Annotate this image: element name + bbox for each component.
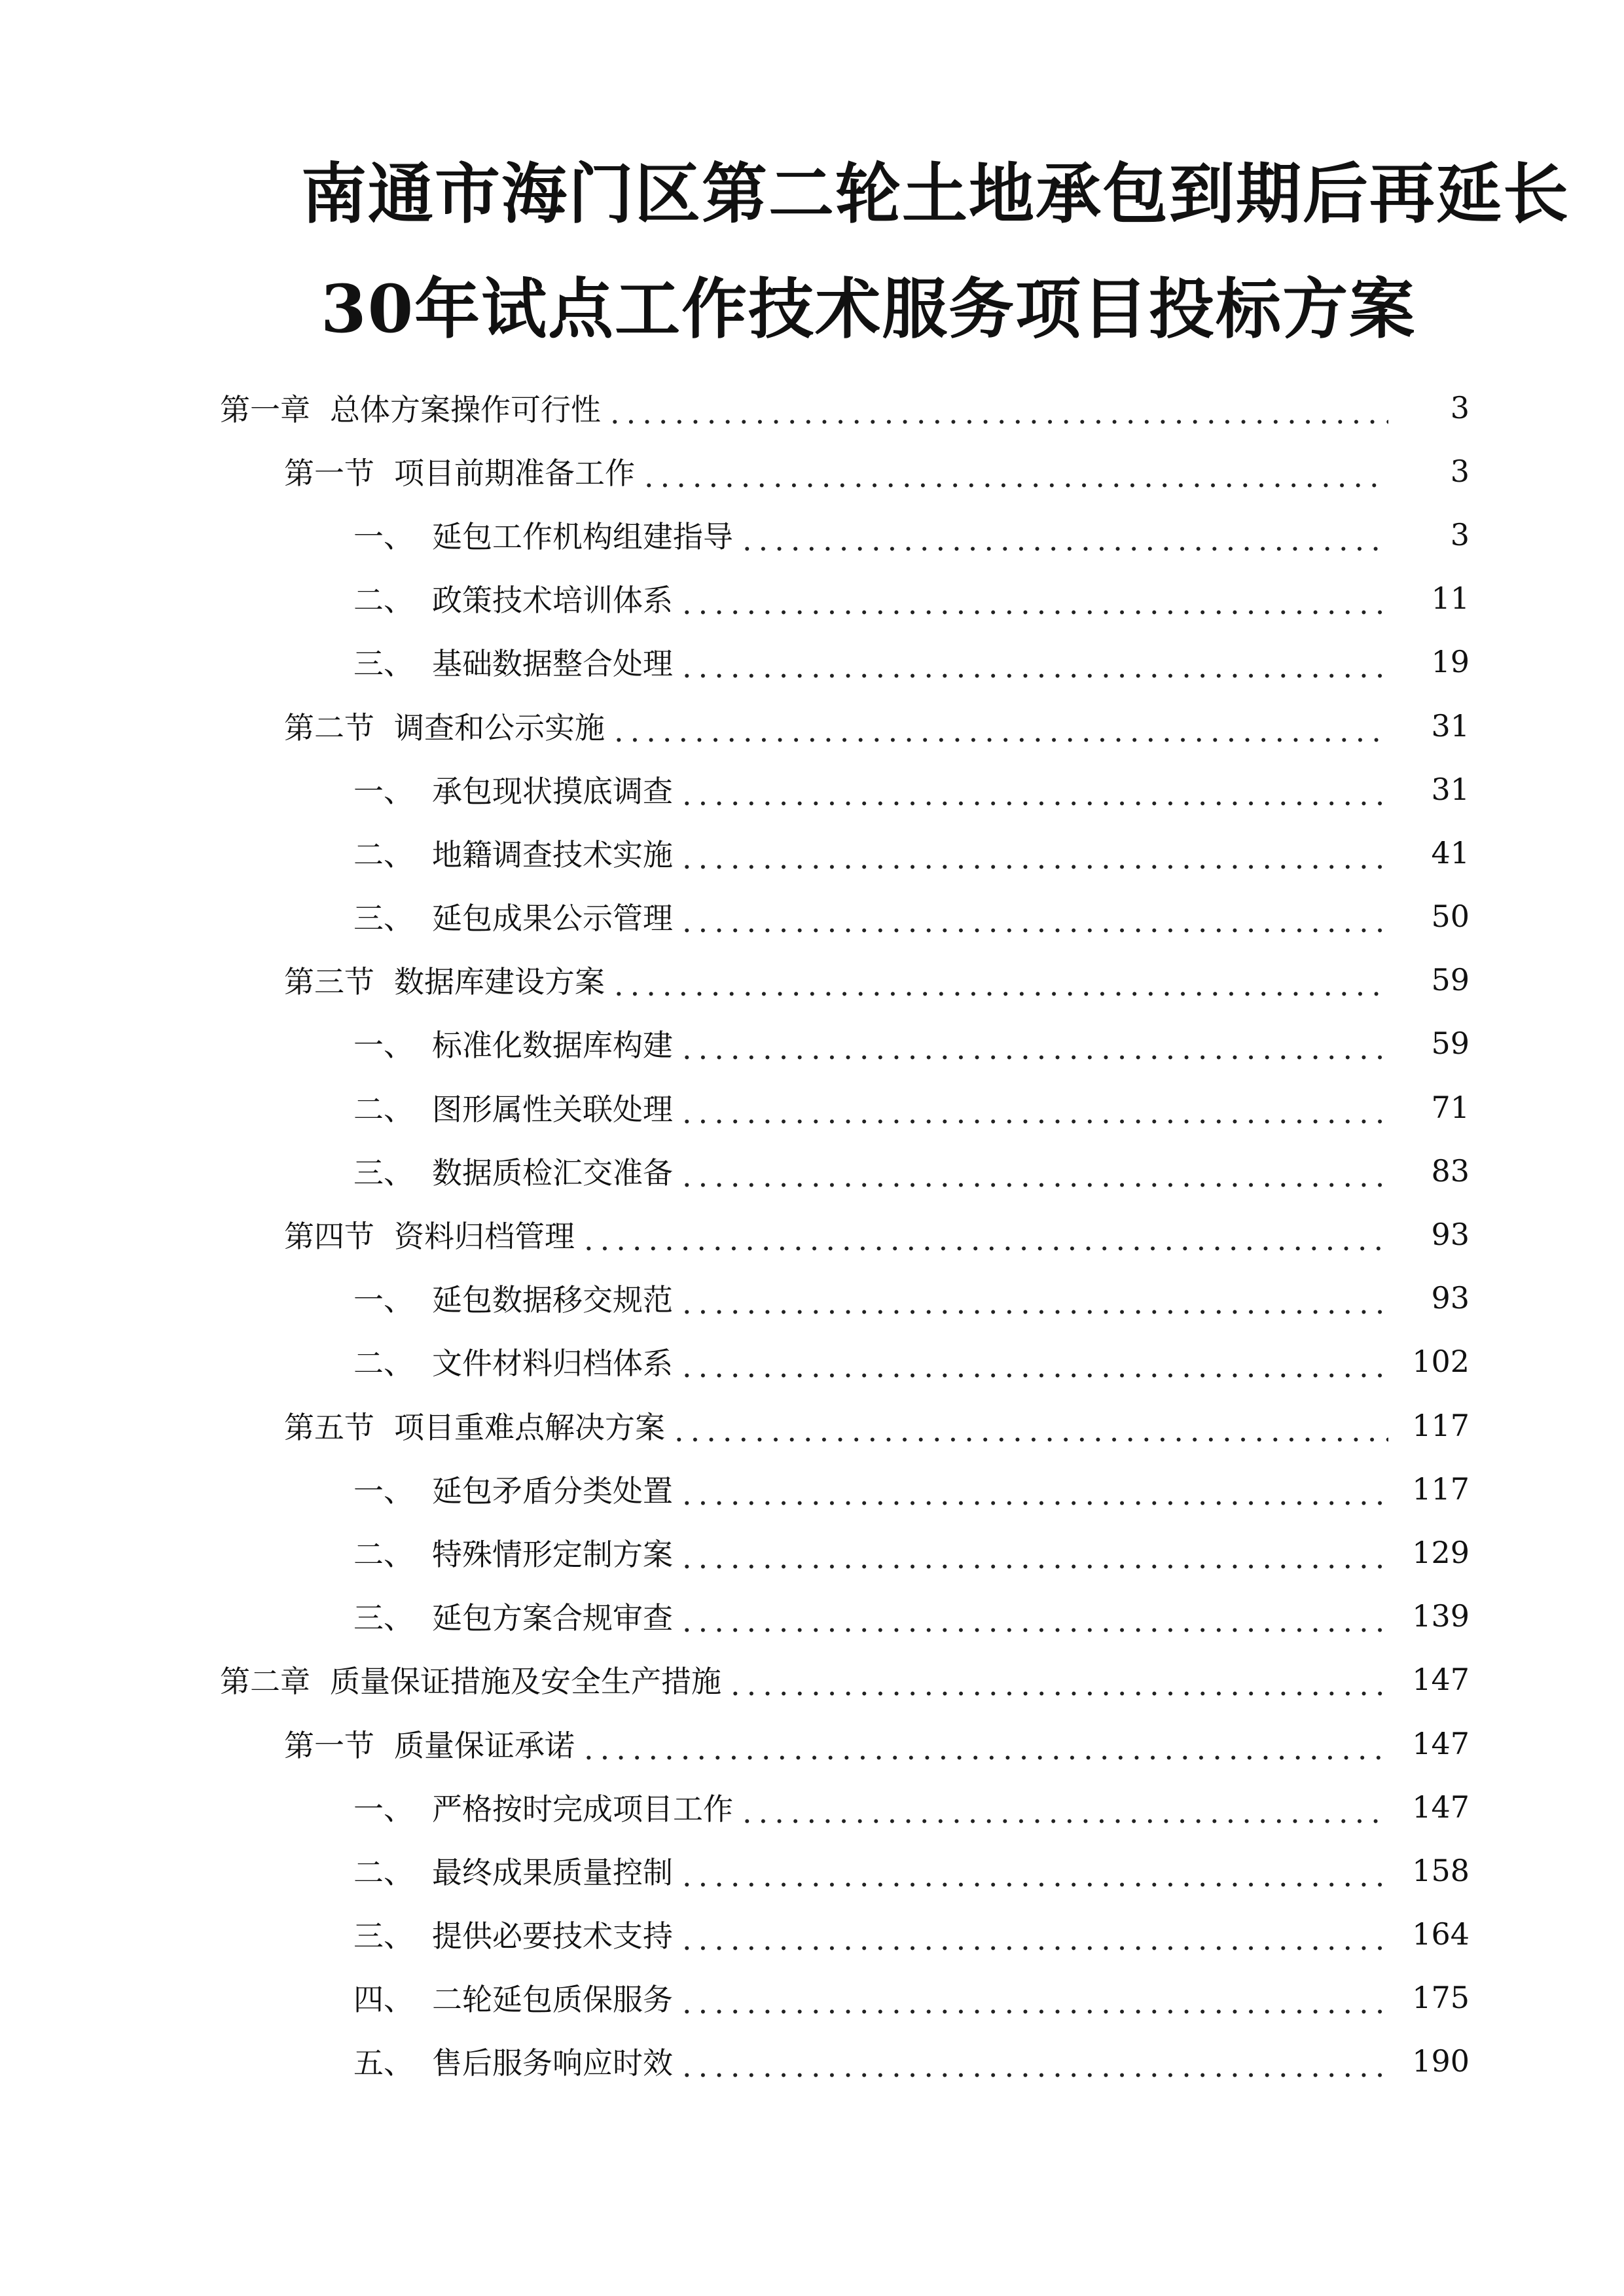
toc-entry[interactable] <box>0 1075 1624 1139</box>
toc-entry-label: 标准化数据库构建 <box>432 1028 673 1064</box>
toc-dot-leader <box>682 1540 1388 1570</box>
toc-page-number: 147 <box>1388 1726 1470 1761</box>
toc-dot-leader <box>682 586 1388 616</box>
toc-dot-leader <box>610 395 1388 425</box>
toc-entry-label: 售后服务响应时效 <box>432 2045 673 2081</box>
toc-page-number: 31 <box>1388 772 1470 807</box>
toc-page-number: 158 <box>1388 1853 1470 1888</box>
toc-entry[interactable] <box>0 2030 1624 2093</box>
toc-dot-leader <box>682 1922 1388 1952</box>
toc-entry[interactable] <box>0 1966 1624 2030</box>
toc-entry[interactable] <box>0 694 1624 757</box>
toc-entry-number: 二、 <box>353 1346 414 1382</box>
toc-entry-label: 质量保证措施及安全生产措施 <box>330 1664 721 1700</box>
toc-entry-number: 一、 <box>353 1028 414 1064</box>
toc-page-number: 59 <box>1388 962 1470 997</box>
toc-entry-label: 二轮延包质保服务 <box>432 1982 673 2018</box>
toc-entry-label: 总体方案操作可行性 <box>330 391 601 427</box>
toc-dot-leader <box>682 840 1388 870</box>
toc-page-number: 3 <box>1388 454 1470 489</box>
toc-entry-label: 项目重难点解决方案 <box>394 1409 665 1445</box>
toc-page-number: 93 <box>1388 1217 1470 1252</box>
toc-entry-label: 延包成果公示管理 <box>432 901 673 937</box>
toc-page-number: 147 <box>1388 1789 1470 1825</box>
toc-entry-label: 提供必要技术支持 <box>432 1918 673 1954</box>
toc-entry-label: 延包工作机构组建指导 <box>432 518 733 554</box>
toc-entry-label: 项目前期准备工作 <box>394 455 635 491</box>
toc-entry-number: 三、 <box>353 646 414 682</box>
toc-page-number: 31 <box>1388 708 1470 744</box>
toc-entry[interactable] <box>0 1648 1624 1712</box>
toc-entry-label: 最终成果质量控制 <box>432 1854 673 1890</box>
toc-entry[interactable] <box>0 821 1624 884</box>
toc-dot-leader <box>682 2049 1388 2079</box>
toc-dot-leader <box>742 1795 1388 1825</box>
toc-page-number: 3 <box>1388 390 1470 425</box>
toc-entry-label: 文件材料归档体系 <box>432 1346 673 1382</box>
toc-entry[interactable] <box>0 567 1624 630</box>
toc-entry[interactable] <box>0 1903 1624 1966</box>
toc-entry[interactable] <box>0 1520 1624 1584</box>
toc-entry[interactable] <box>0 439 1624 503</box>
toc-page-number: 190 <box>1388 2043 1470 2079</box>
toc-page-number: 3 <box>1388 517 1470 552</box>
toc-page-number: 147 <box>1388 1662 1470 1697</box>
toc-entry-number: 第二节 <box>284 709 374 745</box>
toc-dot-leader <box>682 1349 1388 1379</box>
toc-entry[interactable] <box>0 1457 1624 1520</box>
toc-entry-label: 数据质检汇交准备 <box>432 1155 673 1191</box>
toc-entry[interactable] <box>0 1712 1624 1775</box>
toc-dot-leader <box>682 1858 1388 1888</box>
toc-dot-leader <box>682 904 1388 934</box>
toc-entry-label: 承包现状摸底调查 <box>432 773 673 809</box>
toc-entry-number: 二、 <box>353 583 414 619</box>
toc-page-number: 102 <box>1388 1344 1470 1379</box>
toc-page-number: 50 <box>1388 899 1470 934</box>
toc-entry-number: 二、 <box>353 1091 414 1127</box>
toc-dot-leader <box>682 1285 1388 1316</box>
toc-entry-number: 三、 <box>353 1918 414 1954</box>
toc-dot-leader <box>644 459 1388 489</box>
toc-entry[interactable] <box>0 1585 1624 1648</box>
toc-dot-leader <box>682 1031 1388 1061</box>
toc-dot-leader <box>731 1667 1388 1697</box>
toc-entry-label: 调查和公示实施 <box>394 709 605 745</box>
toc-entry-number: 五、 <box>353 2045 414 2081</box>
toc-page-number: 117 <box>1388 1408 1470 1443</box>
toc-page-number: 93 <box>1388 1280 1470 1316</box>
toc-entry-number: 四、 <box>353 1982 414 2018</box>
toc-entry-label: 延包数据移交规范 <box>432 1282 673 1318</box>
toc-entry-number: 一、 <box>353 1282 414 1318</box>
toc-entry[interactable] <box>0 1266 1624 1330</box>
toc-page-number: 71 <box>1388 1090 1470 1125</box>
toc-entry-number: 第一章 <box>220 391 310 427</box>
document-title-line-2: 30年试点工作技术服务项目投标方案 <box>321 270 1416 348</box>
toc-entry[interactable] <box>0 503 1624 566</box>
toc-entry-number: 三、 <box>353 1600 414 1636</box>
toc-entry-label: 质量保证承诺 <box>394 1727 575 1763</box>
toc-dot-leader <box>742 522 1388 552</box>
toc-entry-number: 第一节 <box>284 455 374 491</box>
toc-entry[interactable] <box>0 1012 1624 1075</box>
toc-dot-leader <box>682 1477 1388 1507</box>
toc-entry-number: 一、 <box>353 773 414 809</box>
toc-entry[interactable] <box>0 630 1624 694</box>
toc-entry-number: 三、 <box>353 1155 414 1191</box>
toc-page-number: 59 <box>1388 1026 1470 1061</box>
toc-dot-leader <box>682 1158 1388 1189</box>
toc-page-number: 83 <box>1388 1153 1470 1189</box>
toc-dot-leader <box>682 649 1388 679</box>
toc-entry[interactable] <box>0 1139 1624 1202</box>
toc-dot-leader <box>682 1095 1388 1125</box>
toc-dot-leader <box>614 713 1388 744</box>
toc-entry-number: 第三节 <box>284 964 374 1000</box>
toc-entry-number: 一、 <box>353 1473 414 1509</box>
toc-entry-label: 图形属性关联处理 <box>432 1091 673 1127</box>
toc-entry-label: 地籍调查技术实施 <box>432 836 673 872</box>
toc-entry[interactable] <box>0 757 1624 821</box>
toc-entry-label: 特殊情形定制方案 <box>432 1536 673 1572</box>
toc-page-number: 175 <box>1388 1980 1470 2015</box>
toc-page-number: 164 <box>1388 1916 1470 1952</box>
toc-entry-number: 第五节 <box>284 1409 374 1445</box>
toc-dot-leader <box>584 1731 1388 1761</box>
toc-entry-number: 一、 <box>353 1791 414 1827</box>
toc-entry[interactable] <box>0 376 1624 439</box>
toc-entry[interactable] <box>0 1839 1624 1902</box>
toc-entry-label: 延包方案合规审查 <box>432 1600 673 1636</box>
table-of-contents <box>0 376 1624 2093</box>
toc-entry-label: 资料归档管理 <box>394 1219 575 1255</box>
toc-entry-number: 第一节 <box>284 1727 374 1763</box>
toc-dot-leader <box>682 1985 1388 2015</box>
toc-entry-label: 数据库建设方案 <box>394 964 605 1000</box>
toc-entry[interactable] <box>0 1393 1624 1457</box>
toc-entry-number: 第二章 <box>220 1664 310 1700</box>
toc-entry-label: 基础数据整合处理 <box>432 646 673 682</box>
toc-entry-number: 二、 <box>353 1854 414 1890</box>
toc-page-number: 139 <box>1388 1598 1470 1634</box>
toc-dot-leader <box>674 1413 1388 1443</box>
toc-dot-leader <box>682 1604 1388 1634</box>
toc-entry-number: 二、 <box>353 1536 414 1572</box>
toc-entry[interactable] <box>0 1330 1624 1393</box>
toc-entry-number: 一、 <box>353 518 414 554</box>
toc-page-number: 11 <box>1388 581 1470 616</box>
toc-entry-label: 延包矛盾分类处置 <box>432 1473 673 1509</box>
toc-entry[interactable] <box>0 885 1624 948</box>
toc-entry[interactable] <box>0 1775 1624 1839</box>
toc-page-number: 41 <box>1388 835 1470 870</box>
toc-dot-leader <box>614 967 1388 997</box>
toc-page-number: 129 <box>1388 1535 1470 1570</box>
toc-entry[interactable] <box>0 948 1624 1012</box>
toc-page-number: 19 <box>1388 644 1470 679</box>
toc-entry-number: 二、 <box>353 836 414 872</box>
toc-entry-number: 三、 <box>353 901 414 937</box>
toc-entry-label: 严格按时完成项目工作 <box>432 1791 733 1827</box>
document-title-line-1: 南通市海门区第二轮土地承包到期后再延长 <box>301 155 1570 232</box>
toc-entry-label: 政策技术培训体系 <box>432 583 673 619</box>
toc-dot-leader <box>682 777 1388 807</box>
toc-page-number: 117 <box>1388 1471 1470 1507</box>
toc-entry-number: 第四节 <box>284 1219 374 1255</box>
toc-dot-leader <box>584 1222 1388 1252</box>
toc-entry[interactable] <box>0 1202 1624 1266</box>
